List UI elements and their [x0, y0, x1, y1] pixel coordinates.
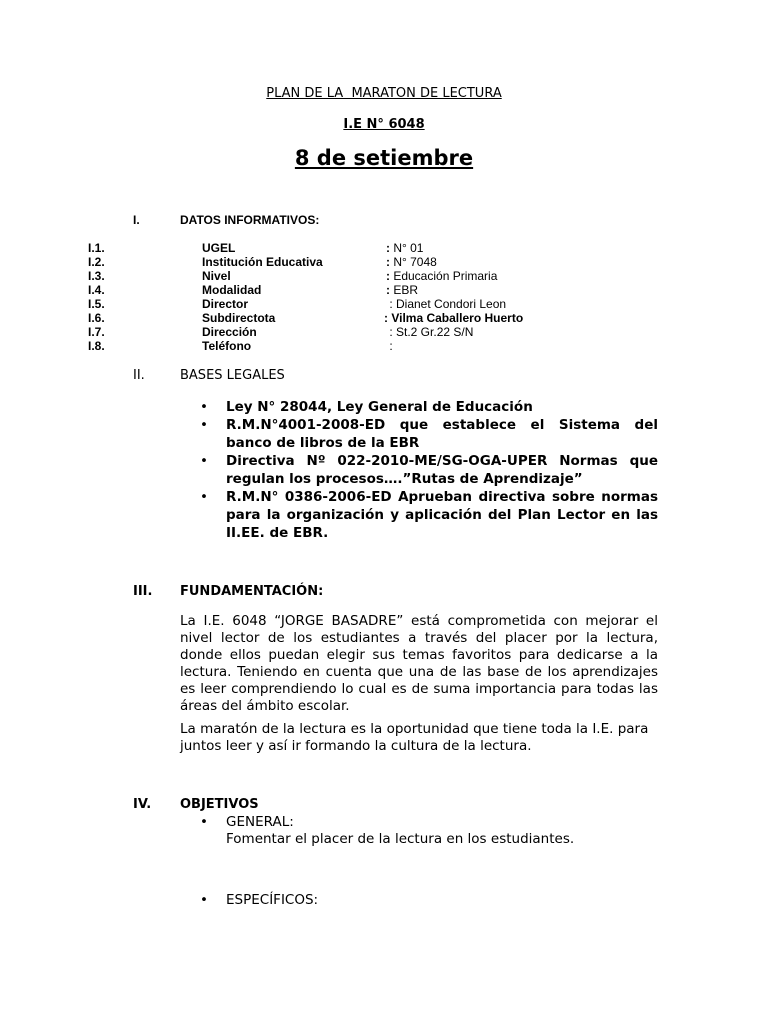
info-row-number: I.5. — [88, 297, 105, 311]
info-row-label: Modalidad — [202, 283, 262, 297]
objective-general-label: GENERAL: — [226, 814, 294, 830]
info-row-value: : N° 01 — [386, 241, 424, 255]
objective-specific-label: ESPECÍFICOS: — [226, 892, 319, 908]
bullet-icon: • — [200, 399, 208, 415]
info-row-separator: : — [386, 269, 390, 283]
list-item: • Directiva Nº 022-2010-ME/SG-OGA-UPER Normas que regulan los procesos….”Rutas de Aprendizaje” — [200, 453, 658, 487]
info-row-number: I.2. — [88, 255, 105, 269]
info-row-label: UGEL — [202, 241, 236, 255]
info-row-number: I.1. — [88, 241, 105, 255]
list-item: • Ley N° 28044, Ley General de Educación — [200, 399, 533, 415]
info-row-label: Dirección — [202, 325, 257, 339]
info-row-label: Teléfono — [202, 339, 252, 353]
section-4-numeral: IV. — [133, 797, 152, 812]
event-date: 8 de setiembre — [294, 146, 474, 170]
info-row — [0, 241, 768, 255]
info-row — [0, 255, 768, 269]
info-row — [0, 339, 768, 353]
info-row-separator: : — [386, 297, 393, 311]
bullet-icon: • — [200, 417, 208, 433]
info-row — [0, 325, 768, 339]
info-row-value: : EBR — [386, 283, 419, 297]
section-2-numeral: II. — [133, 368, 145, 383]
section-3-heading: FUNDAMENTACIÓN: — [180, 584, 324, 599]
info-row-value: : Vilma Caballero Huerto — [384, 311, 524, 325]
section-1-numeral: I. — [133, 213, 140, 227]
info-row-label: Director — [202, 297, 249, 311]
info-row-value: : Educación Primaria — [386, 269, 498, 283]
info-row-number: I.4. — [88, 283, 105, 297]
info-row — [0, 269, 768, 283]
school-code: I.E N° 6048 — [343, 117, 425, 132]
info-row-separator: : — [386, 339, 393, 353]
fundamentacion-paragraph-2: La maratón de la lectura es la oportunidad que tiene toda la I.E. para juntos leer y así ir formando la cultura de la lectura. — [180, 721, 649, 754]
info-row — [0, 283, 768, 297]
info-row-number: I.7. — [88, 325, 105, 339]
list-item: • R.M.N°4001-2008-ED que establece el Sistema del banco de libros de la EBR — [200, 417, 658, 451]
info-row-separator: : — [384, 311, 388, 325]
section-1-heading: DATOS INFORMATIVOS: — [180, 213, 320, 227]
bullet-icon: • — [200, 453, 208, 469]
bullet-icon: • — [200, 489, 208, 505]
info-row-label: Institución Educativa — [202, 255, 323, 269]
info-row-value: : Dianet Condori Leon — [386, 297, 507, 311]
info-row-number: I.6. — [88, 311, 105, 325]
info-row-value: : N° 7048 — [386, 255, 437, 269]
section-4-heading: OBJETIVOS — [180, 797, 259, 812]
info-row-separator: : — [386, 255, 390, 269]
info-row-separator: : — [386, 241, 390, 255]
legal-bases-list — [200, 398, 658, 542]
document-title: PLAN DE LA MARATON DE LECTURA — [266, 86, 502, 101]
info-row — [0, 297, 768, 311]
fundamentacion-paragraph: La I.E. 6048 “JORGE BASADRE” está comprometida con mejorar el nivel lector de los estudiantes a través del placer por la lectura, donde ellos puedan elegir sus temas favoritos para dedicarse a la lectura. Teniendo en cuenta que una de las base de los aprendizajes es leer comprendiendo lo cual es de suma importancia para todas las áreas del ámbito escolar. — [180, 613, 658, 714]
info-row-value — [386, 339, 393, 353]
info-row-number: I.3. — [88, 269, 105, 283]
info-row-value: : St.2 Gr.22 S/N — [386, 325, 474, 339]
info-row-separator: : — [386, 283, 390, 297]
info-row-number: I.8. — [88, 339, 105, 353]
bullet-icon: • — [200, 814, 208, 830]
section-3-numeral: III. — [133, 584, 153, 599]
info-row-label: Subdirectota — [202, 311, 276, 325]
list-item: • R.M.N° 0386-2006-ED Aprueban directiva sobre normas para la organización y aplicación del Plan Lector en las II.EE. de EBR. — [200, 489, 658, 541]
objective-general-text: Fomentar el placer de la lectura en los estudiantes. — [226, 831, 575, 847]
bullet-icon: • — [200, 892, 208, 908]
info-row-separator: : — [386, 325, 393, 339]
info-row-label: Nivel — [202, 269, 231, 283]
info-row — [0, 311, 768, 325]
section-2-heading: BASES LEGALES — [180, 368, 285, 383]
